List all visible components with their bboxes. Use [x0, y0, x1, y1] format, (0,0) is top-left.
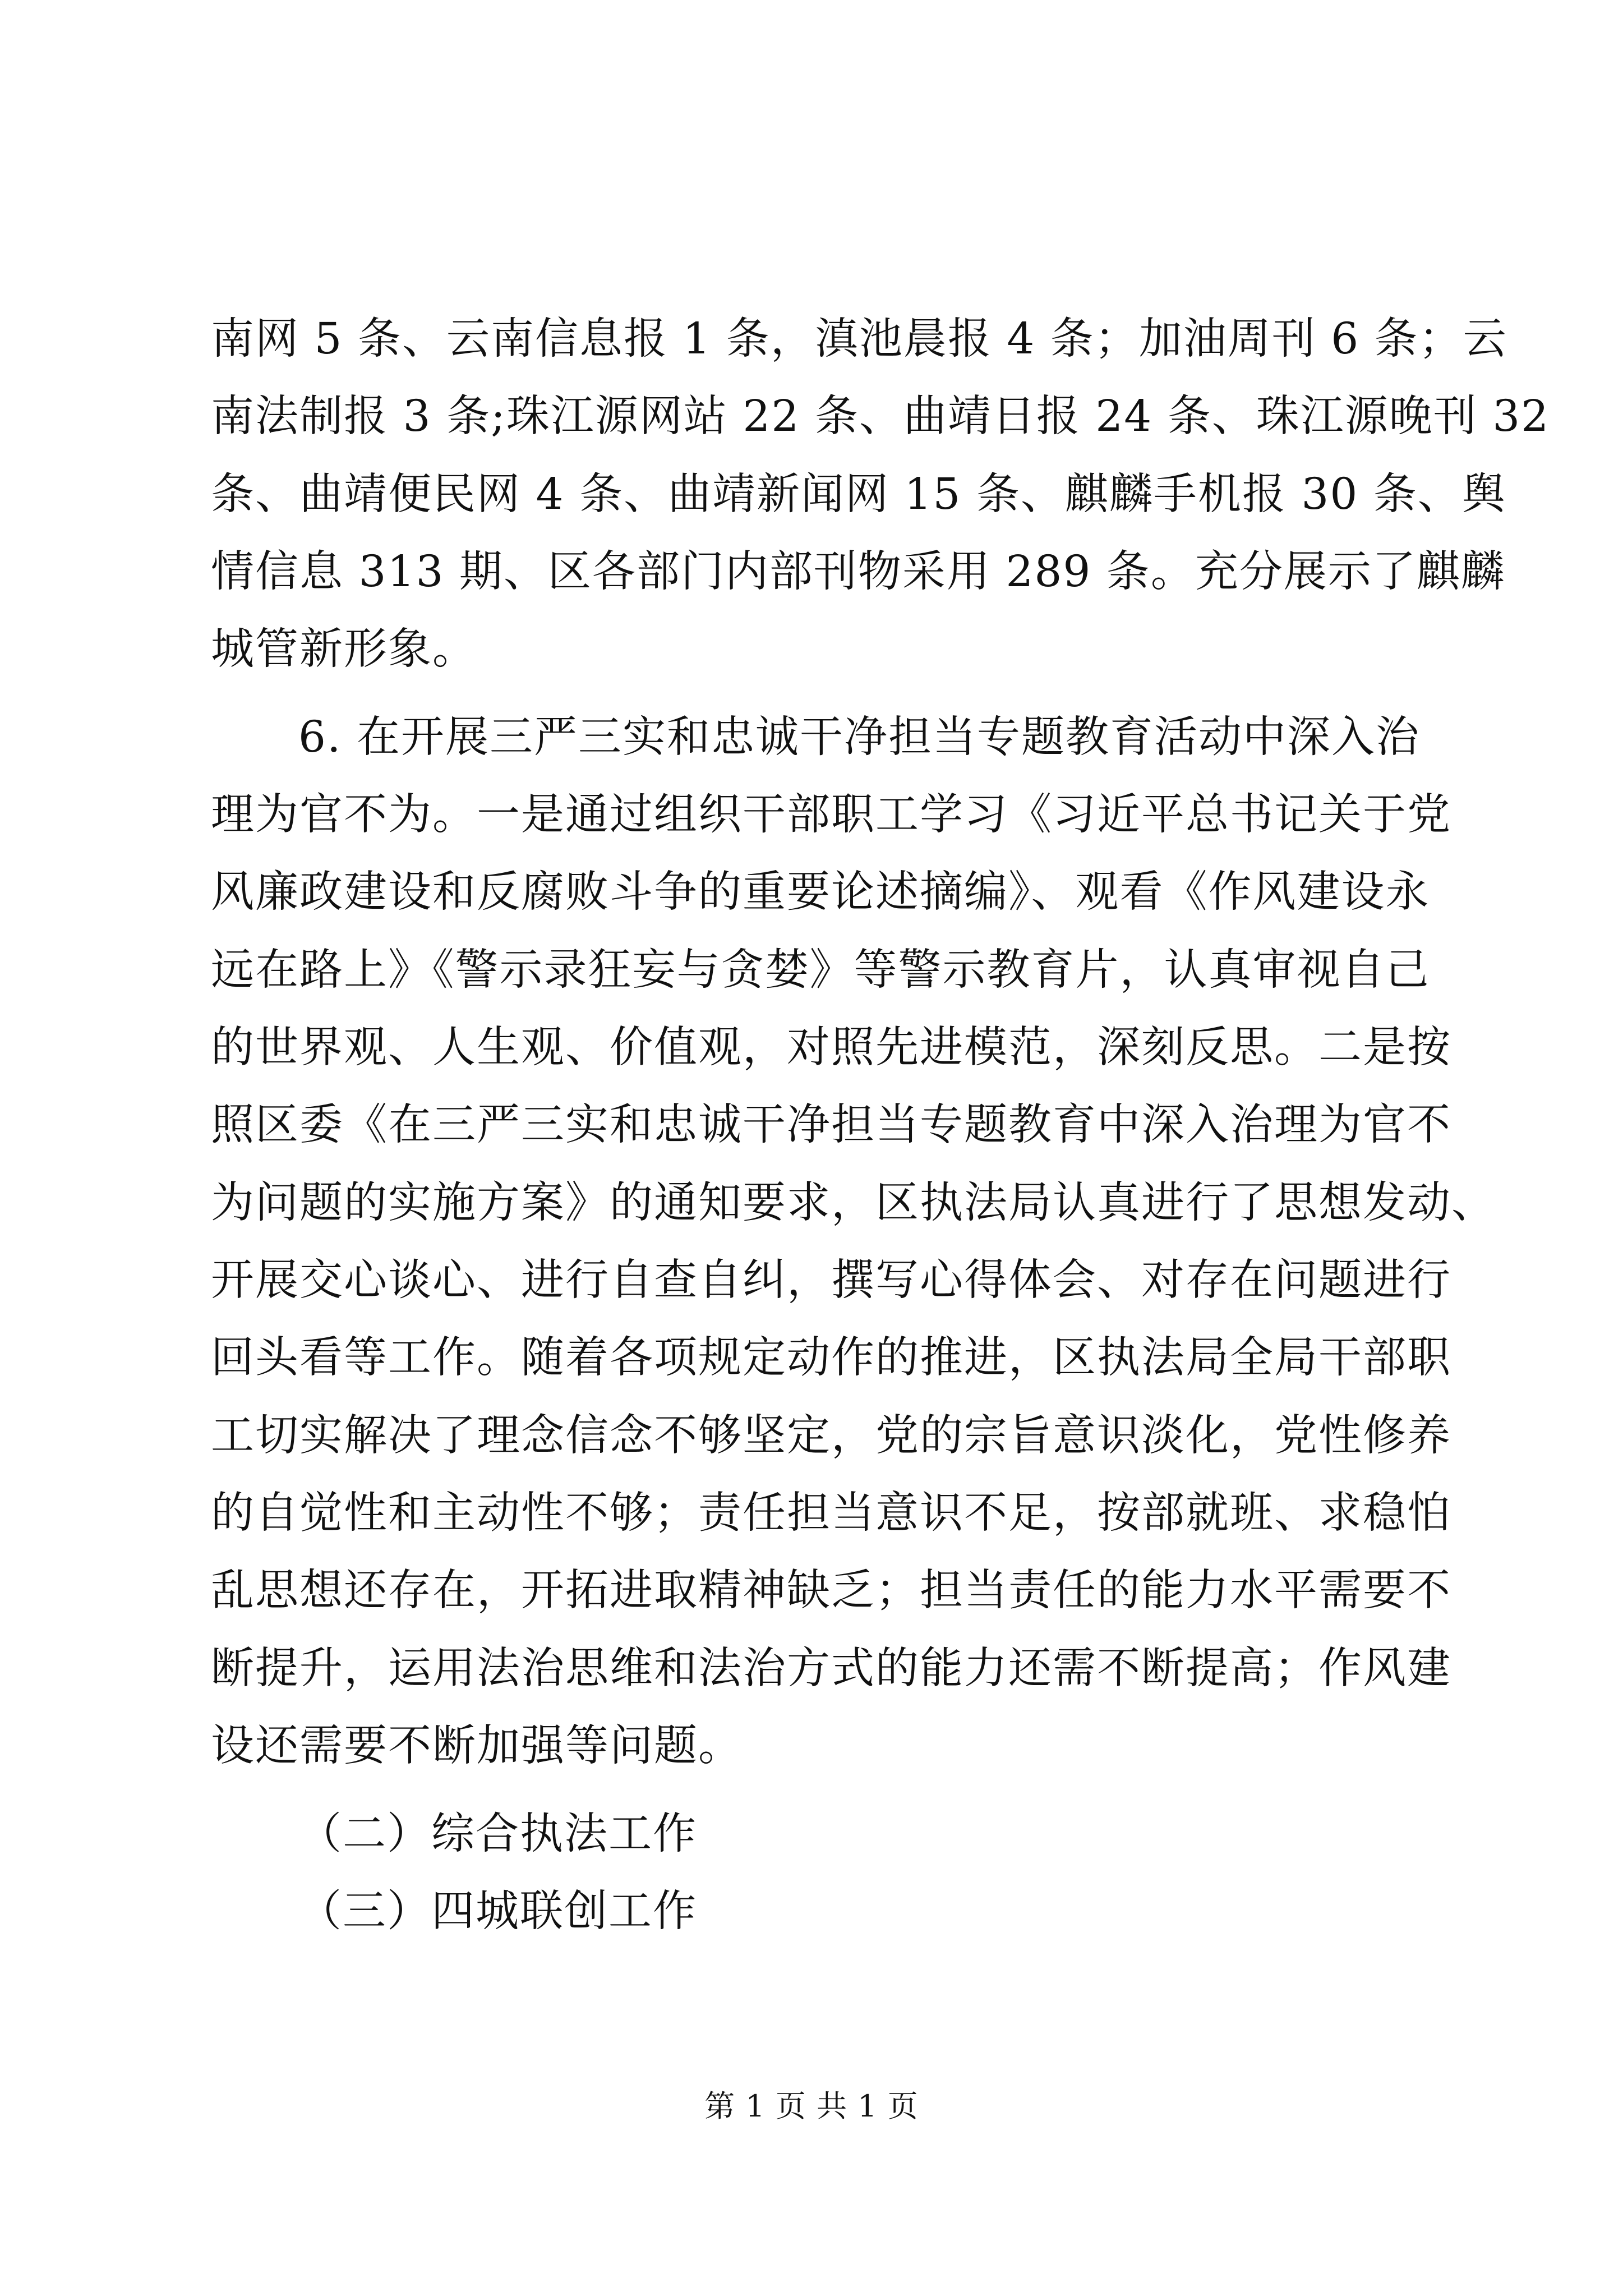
- paragraph-line: 的自觉性和主动性不够；责任担当意识不足，按部就班、求稳怕: [211, 1488, 1451, 1538]
- section-heading: （二）综合执法工作: [298, 1809, 697, 1859]
- paragraph-line: 回头看等工作。随着各项规定动作的推进，区执法局全局干部职: [211, 1333, 1451, 1383]
- paragraph-line: 远在路上》《警示录狂妄与贪婪》等警示教育片，认真审视自己: [211, 945, 1430, 995]
- section-heading: （三）四城联创工作: [298, 1887, 697, 1936]
- page-footer: 第 1 页 共 1 页: [704, 2088, 919, 2124]
- paragraph-line: 6. 在开展三严三实和忠诚干净担当专题教育活动中深入治: [298, 712, 1420, 762]
- paragraph-line: 情信息 313 期、区各部门内部刊物采用 289 条。充分展示了麒麟: [211, 547, 1505, 597]
- paragraph-line: 城管新形象。: [211, 624, 477, 674]
- paragraph-line: 南网 5 条、云南信息报 1 条，滇池晨报 4 条；加油周刊 6 条；云: [211, 314, 1507, 364]
- paragraph-line: 照区委《在三严三实和忠诚干净担当专题教育中深入治理为官不: [211, 1100, 1451, 1150]
- paragraph-line: 的世界观、人生观、价值观，对照先进模范，深刻反思。二是按: [211, 1023, 1451, 1073]
- paragraph-line: 南法制报 3 条;珠江源网站 22 条、曲靖日报 24 条、珠江源晚刊 32: [211, 392, 1550, 441]
- paragraph-line: 理为官不为。一是通过组织干部职工学习《习近平总书记关于党: [211, 790, 1451, 840]
- paragraph-line: 设还需要不断加强等问题。: [211, 1721, 743, 1771]
- paragraph-line: 风廉政建设和反腐败斗争的重要论述摘编》、观看《作风建设永: [211, 867, 1430, 917]
- paragraph-line: 开展交心谈心、进行自查自纠，撰写心得体会、对存在问题进行: [211, 1255, 1451, 1305]
- paragraph-line: 条、曲靖便民网 4 条、曲靖新闻网 15 条、麒麟手机报 30 条、舆: [211, 470, 1506, 519]
- paragraph-line: 工切实解决了理念信念不够坚定，党的宗旨意识淡化，党性修养: [211, 1411, 1451, 1461]
- paragraph-line: 为问题的实施方案》的通知要求，区执法局认真进行了思想发动、: [211, 1178, 1496, 1228]
- paragraph-line: 乱思想还存在，开拓进取精神缺乏；担当责任的能力水平需要不: [211, 1566, 1451, 1616]
- paragraph-line: 断提升，运用法治思维和法治方式的能力还需不断提高；作风建: [211, 1644, 1451, 1694]
